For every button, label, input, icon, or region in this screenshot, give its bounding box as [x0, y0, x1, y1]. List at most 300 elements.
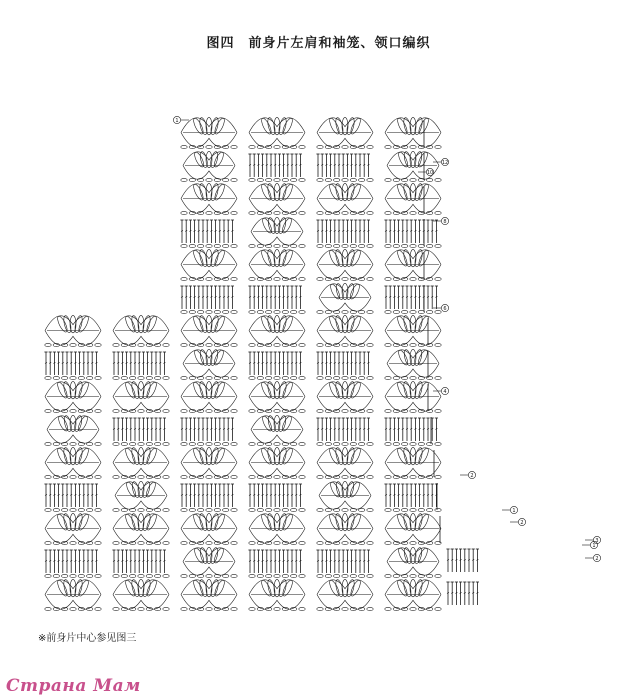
- flower-motif: [387, 349, 439, 377]
- chain-stitch: [231, 442, 237, 445]
- chain-stitch: [181, 277, 187, 280]
- chain-stitch: [163, 343, 169, 346]
- chain-stitch: [189, 244, 195, 247]
- chain-stitch: [121, 442, 127, 445]
- chain-stitch: [189, 442, 195, 445]
- chain-stitch: [181, 475, 187, 478]
- chain-stitch: [393, 442, 399, 445]
- chain-loop-motif: [385, 409, 441, 412]
- flower-motif: [385, 315, 441, 345]
- chain-stitch: [333, 178, 339, 181]
- chain-stitch: [249, 541, 255, 544]
- fan-arc: [317, 250, 373, 265]
- chain-stitch: [78, 574, 84, 577]
- chain-stitch: [410, 607, 416, 610]
- chain-loop-motif: [317, 409, 373, 412]
- chain-stitch: [70, 607, 76, 610]
- chain-stitch: [249, 475, 255, 478]
- fan-arc: [385, 580, 441, 595]
- chain-loop-motif: [317, 178, 373, 181]
- fan-arc: [249, 316, 305, 331]
- chain-loop-motif: [249, 607, 305, 610]
- chain-stitch: [113, 475, 119, 478]
- marker-label: 6: [443, 305, 447, 312]
- chain-loop-motif: [317, 277, 373, 280]
- flower-motif: [385, 513, 441, 543]
- chain-stitch: [249, 244, 255, 247]
- chain-stitch: [154, 574, 160, 577]
- chain-stitch: [70, 376, 76, 379]
- chain-stitch: [290, 376, 296, 379]
- chain-loop-motif: [385, 211, 441, 214]
- chain-stitch: [197, 442, 203, 445]
- chain-loop-motif: [181, 409, 237, 412]
- chain-stitch: [358, 508, 364, 511]
- chain-loop-motif: [45, 376, 101, 379]
- chain-stitch: [53, 508, 59, 511]
- chain-stitch: [426, 310, 432, 313]
- chain-stitch: [367, 607, 373, 610]
- chain-stitch: [231, 409, 237, 412]
- dc-group: [384, 220, 438, 243]
- flower-motif: [249, 249, 305, 279]
- chain-stitch: [418, 244, 424, 247]
- flower-motif: [317, 513, 373, 543]
- chain-stitch: [181, 442, 187, 445]
- chain-stitch: [342, 211, 348, 214]
- chain-loop-motif: [317, 607, 373, 610]
- chain-stitch: [95, 607, 101, 610]
- fan-arc: [183, 350, 235, 364]
- chain-loop-motif: [45, 343, 101, 346]
- dc-group: [446, 549, 479, 572]
- fan-arc: [317, 184, 373, 199]
- chain-stitch: [435, 442, 441, 445]
- chain-stitch: [401, 310, 407, 313]
- chain-stitch: [70, 508, 76, 511]
- fan-arc: [45, 382, 101, 397]
- chain-stitch: [45, 574, 51, 577]
- chain-stitch: [333, 244, 339, 247]
- chain-stitch: [181, 310, 187, 313]
- chain-stitch: [61, 508, 67, 511]
- chain-loop-motif: [385, 574, 441, 577]
- chain-loop-motif: [317, 211, 373, 214]
- chain-stitch: [189, 376, 195, 379]
- chain-stitch: [410, 409, 416, 412]
- chain-stitch: [138, 343, 144, 346]
- chain-stitch: [95, 541, 101, 544]
- dc-group: [112, 550, 166, 573]
- chain-stitch: [45, 607, 51, 610]
- chain-stitch: [70, 541, 76, 544]
- fan-arc: [181, 184, 237, 199]
- chain-stitch: [282, 376, 288, 379]
- row-marker: [433, 217, 449, 224]
- fan-arc: [385, 118, 441, 133]
- fan-arc: [115, 482, 167, 496]
- flower-motif: [45, 447, 101, 477]
- chain-stitch: [282, 310, 288, 313]
- chain-stitch: [342, 277, 348, 280]
- flower-motif: [251, 217, 303, 245]
- chain-stitch: [299, 574, 305, 577]
- chain-stitch: [317, 574, 323, 577]
- chain-loop-motif: [181, 607, 237, 610]
- chain-stitch: [206, 145, 212, 148]
- chain-stitch: [181, 574, 187, 577]
- chain-stitch: [274, 343, 280, 346]
- chain-stitch: [393, 310, 399, 313]
- fan-arc: [183, 548, 235, 562]
- chain-stitch: [317, 145, 323, 148]
- chain-stitch: [206, 607, 212, 610]
- fan-arc: [385, 250, 441, 265]
- chain-stitch: [435, 508, 441, 511]
- chain-stitch: [282, 574, 288, 577]
- flower-motif: [45, 315, 101, 345]
- chain-stitch: [317, 541, 323, 544]
- chain-loop-motif: [385, 508, 441, 511]
- flower-motif: [115, 481, 167, 509]
- dc-group: [384, 418, 438, 441]
- flower-motif: [249, 447, 305, 477]
- chain-stitch: [435, 607, 441, 610]
- chain-stitch: [78, 508, 84, 511]
- chain-loop-motif: [113, 475, 169, 478]
- chain-loop-motif: [249, 376, 305, 379]
- chain-stitch: [214, 508, 220, 511]
- chain-stitch: [299, 442, 305, 445]
- chain-loop-motif: [45, 541, 101, 544]
- row-marker: [173, 116, 189, 123]
- chain-stitch: [61, 376, 67, 379]
- chain-stitch: [299, 178, 305, 181]
- chain-stitch: [274, 244, 280, 247]
- chain-stitch: [325, 574, 331, 577]
- row-marker: [502, 506, 518, 513]
- chain-stitch: [393, 178, 399, 181]
- chain-stitch: [197, 508, 203, 511]
- flower-motif: [249, 315, 305, 345]
- chain-stitch: [249, 574, 255, 577]
- fan-arc: [317, 448, 373, 463]
- chain-stitch: [53, 442, 59, 445]
- dc-group: [112, 352, 166, 375]
- chain-stitch: [95, 442, 101, 445]
- chain-loop-motif: [181, 310, 237, 313]
- chain-stitch: [146, 574, 152, 577]
- chain-stitch: [299, 409, 305, 412]
- chain-loop-motif: [317, 343, 373, 346]
- chain-loop-motif: [249, 178, 305, 181]
- chain-stitch: [342, 541, 348, 544]
- chain-stitch: [435, 475, 441, 478]
- chain-stitch: [163, 475, 169, 478]
- chain-stitch: [274, 475, 280, 478]
- chain-stitch: [138, 541, 144, 544]
- fan-arc: [385, 448, 441, 463]
- chain-stitch: [154, 508, 160, 511]
- fan-arc: [181, 118, 237, 133]
- chain-stitch: [410, 244, 416, 247]
- flower-motif: [181, 513, 237, 543]
- chain-stitch: [257, 376, 263, 379]
- dc-group: [248, 154, 302, 177]
- chain-loop-motif: [385, 442, 441, 445]
- chain-loop-motif: [317, 442, 373, 445]
- chain-stitch: [358, 310, 364, 313]
- flower-motif: [181, 579, 237, 609]
- chain-stitch: [393, 574, 399, 577]
- row-marker: [582, 541, 598, 548]
- chain-stitch: [231, 178, 237, 181]
- chain-stitch: [299, 211, 305, 214]
- chain-stitch: [290, 574, 296, 577]
- chain-stitch: [410, 442, 416, 445]
- chain-stitch: [342, 475, 348, 478]
- chain-stitch: [154, 442, 160, 445]
- chain-stitch: [113, 574, 119, 577]
- chain-stitch: [418, 310, 424, 313]
- chain-loop-motif: [385, 145, 441, 148]
- chain-stitch: [385, 442, 391, 445]
- chain-stitch: [342, 244, 348, 247]
- chain-stitch: [222, 508, 228, 511]
- chain-stitch: [206, 508, 212, 511]
- flower-motif: [47, 415, 99, 443]
- chain-stitch: [113, 607, 119, 610]
- chain-stitch: [231, 508, 237, 511]
- chain-loop-motif: [249, 442, 305, 445]
- chain-stitch: [317, 277, 323, 280]
- chain-stitch: [342, 574, 348, 577]
- chain-stitch: [410, 178, 416, 181]
- chain-loop-motif: [181, 541, 237, 544]
- chain-stitch: [181, 376, 187, 379]
- chain-stitch: [257, 574, 263, 577]
- dc-group: [384, 286, 438, 309]
- chain-stitch: [367, 541, 373, 544]
- flower-motif: [387, 547, 439, 575]
- chain-stitch: [222, 178, 228, 181]
- chain-stitch: [95, 376, 101, 379]
- fan-arc: [319, 482, 371, 496]
- chain-loop-motif: [45, 442, 101, 445]
- flower-motif: [317, 447, 373, 477]
- chain-stitch: [342, 409, 348, 412]
- chain-stitch: [257, 178, 263, 181]
- chain-loop-motif: [181, 178, 237, 181]
- chain-stitch: [249, 145, 255, 148]
- chain-stitch: [70, 475, 76, 478]
- chain-stitch: [274, 508, 280, 511]
- row-marker-layer: [173, 116, 600, 561]
- chain-stitch: [342, 343, 348, 346]
- chain-stitch: [317, 310, 323, 313]
- fan-arc: [181, 448, 237, 463]
- chain-stitch: [265, 310, 271, 313]
- chain-stitch: [350, 442, 356, 445]
- fan-arc: [113, 316, 169, 331]
- chain-stitch: [325, 244, 331, 247]
- stitch-layer: [44, 117, 479, 605]
- chain-stitch: [129, 442, 135, 445]
- dc-group: [248, 352, 302, 375]
- dc-group: [180, 484, 234, 507]
- chain-stitch: [138, 607, 144, 610]
- chain-stitch: [367, 442, 373, 445]
- chain-stitch: [418, 442, 424, 445]
- chain-stitch: [385, 145, 391, 148]
- chain-stitch: [163, 442, 169, 445]
- chain-loop-motif: [113, 508, 169, 511]
- chain-stitch: [282, 178, 288, 181]
- chain-loop-motif: [385, 541, 441, 544]
- chain-stitch: [317, 508, 323, 511]
- chain-stitch: [385, 508, 391, 511]
- flower-motif: [113, 513, 169, 543]
- dc-group: [248, 286, 302, 309]
- flower-motif: [181, 447, 237, 477]
- dc-group: [112, 418, 166, 441]
- row-marker: [418, 168, 434, 175]
- flower-motif: [181, 249, 237, 279]
- chain-stitch: [367, 178, 373, 181]
- diagram-title: 图四 前身片左肩和袖笼、领口编织: [206, 36, 431, 51]
- chain-loop-motif: [181, 145, 237, 148]
- chain-stitch: [385, 343, 391, 346]
- chain-stitch: [385, 475, 391, 478]
- fan-arc: [317, 316, 373, 331]
- chain-loop-motif: [385, 277, 441, 280]
- chain-stitch: [206, 541, 212, 544]
- chain-stitch: [350, 244, 356, 247]
- chain-loop-motif: [181, 211, 237, 214]
- fan-arc: [45, 580, 101, 595]
- chain-stitch: [393, 244, 399, 247]
- chain-stitch: [138, 508, 144, 511]
- chain-stitch: [113, 409, 119, 412]
- chain-stitch: [367, 574, 373, 577]
- chain-stitch: [274, 442, 280, 445]
- chain-stitch: [146, 376, 152, 379]
- chain-stitch: [231, 541, 237, 544]
- chain-stitch: [206, 178, 212, 181]
- chain-stitch: [95, 343, 101, 346]
- chain-stitch: [385, 277, 391, 280]
- chain-loop-motif: [385, 376, 441, 379]
- flower-motif: [319, 283, 371, 311]
- chain-stitch: [231, 574, 237, 577]
- chain-loop-motif: [181, 475, 237, 478]
- chain-stitch: [350, 376, 356, 379]
- flower-motif: [249, 183, 305, 213]
- chain-stitch: [214, 310, 220, 313]
- chain-stitch: [367, 145, 373, 148]
- flower-motif: [181, 117, 237, 147]
- chain-stitch: [290, 442, 296, 445]
- chain-stitch: [95, 508, 101, 511]
- chain-stitch: [435, 343, 441, 346]
- chain-stitch: [249, 508, 255, 511]
- chain-stitch: [325, 376, 331, 379]
- fan-arc: [45, 448, 101, 463]
- chain-loop-motif: [317, 475, 373, 478]
- chain-stitch: [410, 145, 416, 148]
- dc-group: [248, 550, 302, 573]
- chain-stitch: [181, 178, 187, 181]
- chain-stitch: [53, 574, 59, 577]
- flower-motif: [319, 481, 371, 509]
- chain-stitch: [299, 475, 305, 478]
- chain-stitch: [257, 244, 263, 247]
- chain-stitch: [358, 178, 364, 181]
- chain-stitch: [367, 343, 373, 346]
- chain-stitch: [181, 145, 187, 148]
- chain-stitch: [385, 574, 391, 577]
- flower-motif: [251, 415, 303, 443]
- chain-stitch: [249, 310, 255, 313]
- chain-stitch: [45, 343, 51, 346]
- chain-stitch: [206, 409, 212, 412]
- chain-stitch: [342, 442, 348, 445]
- fan-arc: [249, 580, 305, 595]
- fan-arc: [385, 184, 441, 199]
- chain-stitch: [222, 574, 228, 577]
- chain-loop-motif: [385, 607, 441, 610]
- chain-stitch: [265, 376, 271, 379]
- chain-stitch: [231, 211, 237, 214]
- chain-stitch: [113, 376, 119, 379]
- chain-stitch: [367, 310, 373, 313]
- flower-motif: [249, 381, 305, 411]
- chain-stitch: [317, 178, 323, 181]
- fan-arc: [249, 118, 305, 133]
- fan-arc: [317, 580, 373, 595]
- chain-stitch: [121, 376, 127, 379]
- chain-stitch: [274, 310, 280, 313]
- chain-stitch: [154, 376, 160, 379]
- chain-loop-motif: [45, 574, 101, 577]
- chain-stitch: [299, 607, 305, 610]
- chain-stitch: [45, 508, 51, 511]
- flower-motif: [317, 183, 373, 213]
- fan-arc: [387, 350, 439, 364]
- dc-group: [180, 286, 234, 309]
- chain-stitch: [290, 310, 296, 313]
- chain-stitch: [181, 607, 187, 610]
- fan-arc: [113, 448, 169, 463]
- fan-arc: [181, 316, 237, 331]
- chain-loop-motif: [317, 145, 373, 148]
- flower-motif: [385, 447, 441, 477]
- chain-stitch: [265, 178, 271, 181]
- chain-stitch: [45, 376, 51, 379]
- chain-stitch: [317, 475, 323, 478]
- chain-loop-motif: [385, 343, 441, 346]
- dc-group: [180, 220, 234, 243]
- chain-stitch: [181, 508, 187, 511]
- dc-group: [44, 352, 98, 375]
- chain-stitch: [435, 277, 441, 280]
- chain-stitch: [86, 574, 92, 577]
- chain-loop-motif: [45, 508, 101, 511]
- chain-stitch: [358, 244, 364, 247]
- chain-stitch: [274, 607, 280, 610]
- chain-stitch: [410, 508, 416, 511]
- flower-motif: [183, 151, 235, 179]
